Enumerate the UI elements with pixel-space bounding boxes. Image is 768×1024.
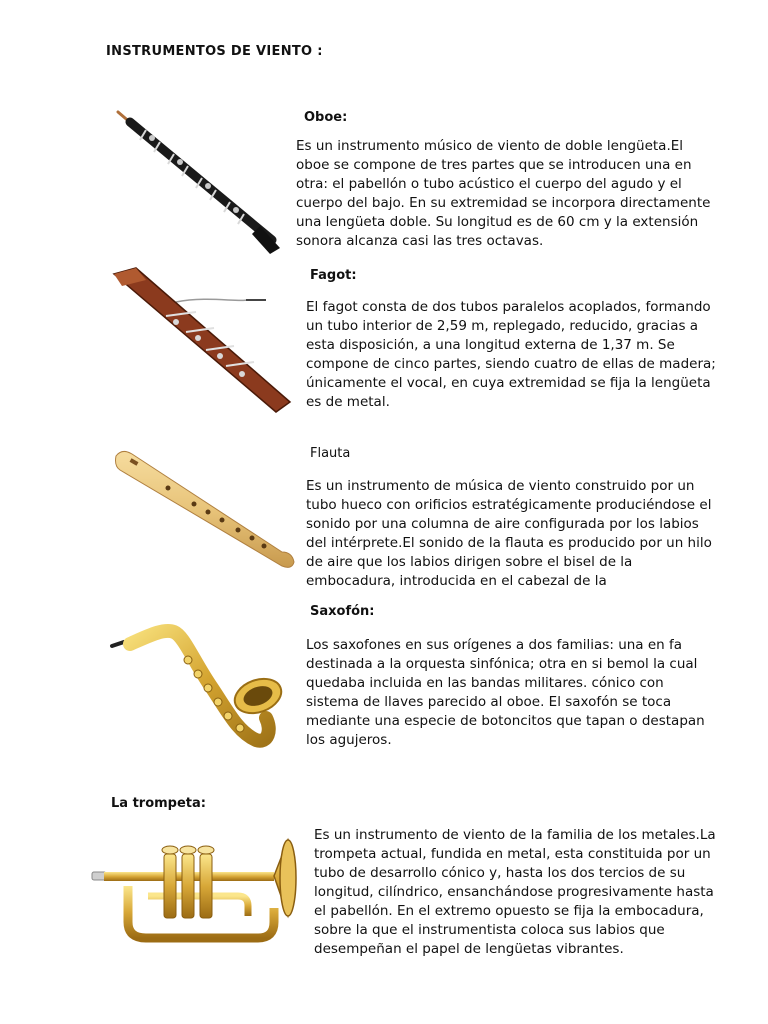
oboe-description: Es un instrumento músico de viento de doble lengüeta.El oboe se compone de tres partes que se introducen una en otra: el pabellón o tubo acústico el cuerpo del agudo y el cuerpo del bajo. En su extremidad se incorpora directamente una lengüeta doble. Su longitud es de 60 cm y la extensión sonora alcanza casi las tres octavas. [296,138,711,249]
saxophone-heading: Saxofón: [310,604,375,619]
trumpet-heading: La trompeta: [111,796,206,811]
saxophone-illustration [108,622,292,764]
recorder-description: Es un instrumento de música de viento construido por un tubo hueco con orificios estratégicamente produciéndose el sonido por una columna de aire configurada por los labios del intérprete.El sonido de la flauta es producido por un hilo de aire que los labios dirigen sobre el bisel de la embocadura, introducida en el cabezal de la [306,478,712,589]
oboe-illustration [112,108,288,256]
bassoon-illustration [106,266,296,416]
bassoon-description: El fagot consta de dos tubos paralelos acoplados, formando un tubo interior de 2,59 m, replegado, reducido, gracias a esta disposición, a una longitud externa de 1,37 m. Se compone de cinco partes, siendo cuatro de ellas de madera; únicamente el vocal, en cuya extremidad se fija la lengüeta es de metal. [306,299,716,410]
trumpet-description: Es un instrumento de viento de la familia de los metales.La trompeta actual, fundida en metal, esta constituida por un tubo de desarrollo cónico y, hasta los dos tercios de su longitud, cilíndrico, ensanchándose progresivamente hasta el pabellón. En el extremo opuesto se fija la embocadura, sobre la que el instrumentista coloca sus labios que desempeñan el papel de lengüetas vibrantes. [314,827,716,957]
oboe-heading: Oboe: [304,110,348,125]
saxophone-description: Los saxofones en sus orígenes a dos familias: una en fa destinada a la orquesta sinfónica; otra en si bemol la cual quedaba incluida en las bandas militares. cónico con sistema de llaves parecido al oboe. El saxofón se toca mediante una especie de botoncitos que tapan o destapan los agujeros. [306,637,705,748]
recorder-heading: Flauta [310,446,351,461]
recorder-illustration [110,448,296,582]
bassoon-heading: Fagot: [310,268,357,283]
trumpet-illustration [88,826,302,960]
page-title: INSTRUMENTOS DE VIENTO : [106,44,323,59]
